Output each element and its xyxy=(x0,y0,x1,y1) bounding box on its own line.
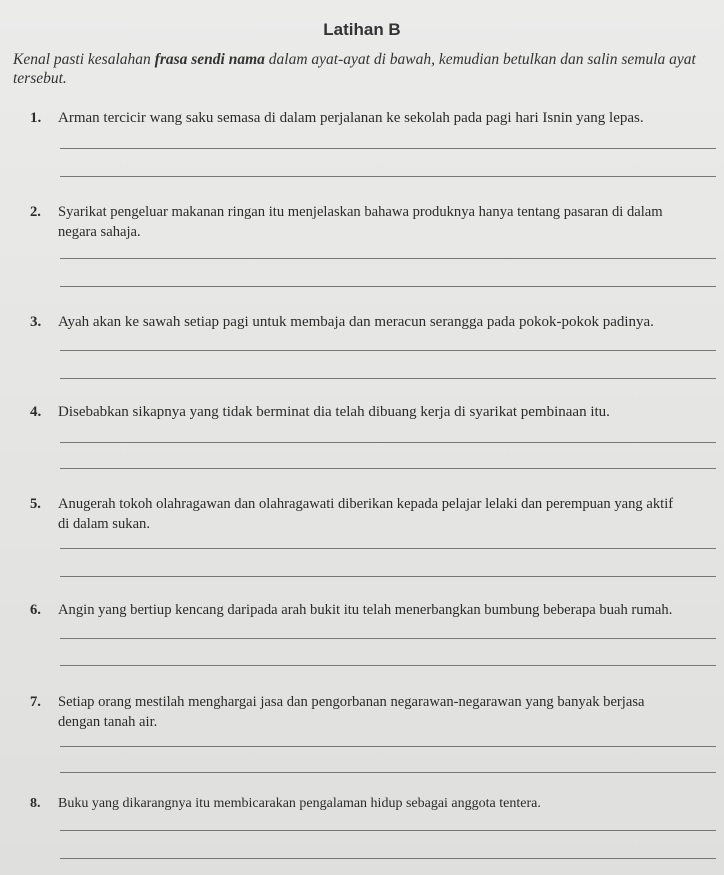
instruction-after: dalam ayat-ayat di bawah, kemudian betulkan dan salin semula ayat tersebut. xyxy=(13,51,696,87)
question-8 xyxy=(30,794,720,814)
question-number: 1. xyxy=(30,110,42,126)
question-number: 8. xyxy=(30,796,41,811)
answer-line[interactable] xyxy=(60,442,716,443)
answer-line[interactable] xyxy=(60,548,716,549)
question-4 xyxy=(30,402,720,422)
answer-line[interactable] xyxy=(60,258,716,259)
question-number: 7. xyxy=(30,694,41,710)
answer-line[interactable] xyxy=(60,665,716,666)
question-number: 3. xyxy=(30,314,42,330)
question-text: Buku yang dikarangnya itu membicarakan pengalaman hidup sebagai anggota tentera. xyxy=(58,796,541,811)
answer-line[interactable] xyxy=(60,286,716,287)
question-text: Ayah akan ke sawah setiap pagi untuk membaja dan meracun serangga pada pokok-pokok padinya. xyxy=(58,314,654,330)
answer-line[interactable] xyxy=(60,772,716,773)
answer-line[interactable] xyxy=(60,638,716,639)
question-7 xyxy=(30,692,720,732)
question-number: 5. xyxy=(30,496,41,512)
question-text: Disebabkan sikapnya yang tidak berminat dia telah dibuang kerja di syarikat pembinaan itu. xyxy=(58,404,610,420)
instruction-before: Kenal pasti kesalahan xyxy=(13,51,155,68)
question-number: 4. xyxy=(30,404,42,420)
instruction-bold: frasa sendi nama xyxy=(154,51,265,68)
answer-line[interactable] xyxy=(60,378,716,379)
question-2 xyxy=(30,202,720,242)
question-text-continued: negara sahaja. xyxy=(58,224,141,240)
answer-line[interactable] xyxy=(60,176,716,177)
question-3 xyxy=(30,312,720,332)
question-text: Anugerah tokoh olahragawan dan olahragawati diberikan kepada pelajar lelaki dan perempuan yang aktif xyxy=(58,496,674,512)
question-text: Setiap orang mestilah menghargai jasa dan pengorbanan negarawan-negarawan yang banyak berjasa xyxy=(58,694,645,710)
answer-line[interactable] xyxy=(60,830,716,831)
question-number: 2. xyxy=(30,204,41,220)
instruction-text xyxy=(13,50,721,88)
question-text-continued: dengan tanah air. xyxy=(58,714,158,730)
question-text: Arman tercicir wang saku semasa di dalam perjalanan ke sekolah pada pagi hari Isnin yang lepas. xyxy=(58,110,644,126)
question-6 xyxy=(30,600,720,620)
question-5 xyxy=(30,494,720,534)
answer-line[interactable] xyxy=(60,746,716,747)
answer-line[interactable] xyxy=(60,858,716,859)
answer-line[interactable] xyxy=(60,148,716,149)
question-number: 6. xyxy=(30,602,41,618)
answer-line[interactable] xyxy=(60,468,716,469)
answer-line[interactable] xyxy=(60,576,716,577)
question-text-continued: di dalam sukan. xyxy=(58,516,151,532)
answer-line[interactable] xyxy=(60,350,716,351)
question-text: Syarikat pengeluar makanan ringan itu menjelaskan bahawa produknya hanya tentang pasaran di dalam xyxy=(58,204,663,220)
question-text: Angin yang bertiup kencang daripada arah bukit itu telah menerbangkan bumbung beberapa buah rumah. xyxy=(58,602,673,618)
question-1 xyxy=(30,108,720,128)
page-title: Latihan B xyxy=(323,20,401,39)
